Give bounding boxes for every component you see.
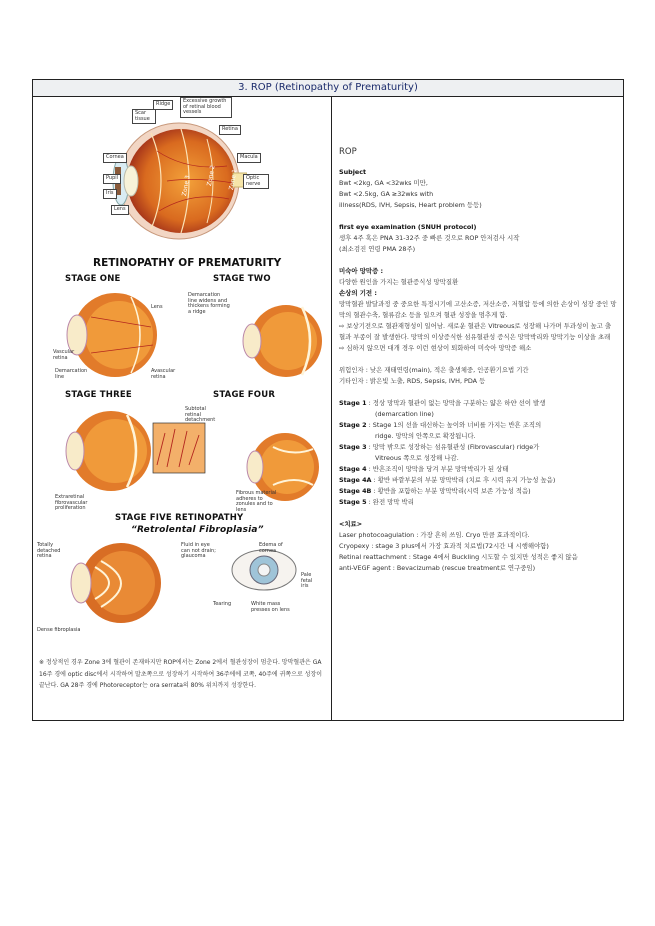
stage1-avascular-label: Avascular retina: [151, 368, 176, 380]
exam-heading: first eye examination (SNUH protocol): [339, 223, 477, 231]
exam-line-1: 생후 4주 혹은 PNA 31-32주 중 빠른 것으로 ROP 안저검사 시작: [339, 234, 520, 242]
stage5-dense-label: Dense fibroplasia: [37, 627, 81, 633]
stage4-fibrous-label: Fibrous material adheres to zonules and to lens: [236, 490, 277, 513]
stage4a-text: : 황반 바깥부분의 부분 망막박리 (치료 후 시력 유지 가능성 높음): [373, 476, 556, 484]
stage5-label: Stage 5: [339, 498, 367, 506]
subject-line-2: Bwt <2.5kg, GA ≥32wks with: [339, 190, 434, 198]
eye-label-cornea: Cornea: [103, 153, 127, 163]
stage2-text: : Stage 1의 선을 대신하는 높이와 너비를 가지는 반흔 조직의: [368, 421, 542, 429]
stage5-fluid-label: Fluid in eye can not drain; glaucoma: [181, 542, 216, 559]
stage5-pale-iris-label: Pale fetal iris: [301, 572, 313, 589]
stage-two-heading: STAGE TWO: [213, 274, 271, 284]
stage-two-eye: [238, 299, 323, 384]
growth-note: ※ 정상적인 경우 Zone 3에 혈관이 존재하지만 ROP에서는 Zone 2에서 혈관성장이 멈춘다. 망막혈관은 GA 16주 경에 optic disc에서 시작하여 말초쪽으로 성장하기 시작하여 36주에에 코쪽, 40주에 귀쪽으로 성장이 끝난다. GA 28주 경에 Photoreceptor는 ora serrata의 80% 위치까지 성장한다.: [39, 659, 323, 689]
immature-line: 다양한 원인을 가지는 혈관증식성 망막질환: [339, 278, 459, 286]
stage2-row: [339, 420, 617, 431]
stage4b-row: [339, 486, 617, 497]
stage-three-heading: STAGE THREE: [65, 390, 132, 400]
stage1-text: : 정상 망막과 혈관이 없는 망막을 구분하는 얇은 하얀 선이 발생: [368, 399, 546, 407]
left-column: [33, 97, 331, 720]
stage5-row: [339, 497, 617, 508]
treatment-heading: <치료>: [339, 520, 363, 528]
subject-line-1: Bwt <2kg, GA <32wks 미만,: [339, 179, 428, 187]
stage5-tearing-label: Tearing: [213, 601, 232, 607]
stage2-ridge-label: Demarcation line widens and thickens forming a ridge: [188, 292, 230, 315]
eye-label-ridge: Ridge: [153, 100, 173, 110]
immature-heading: 미숙아 망막증 :: [339, 267, 384, 275]
stage5-edema-label: Edema of cornea: [259, 542, 283, 554]
subject-line-3: illness(RDS, IVH, Sepsis, Heart problem 등등): [339, 201, 482, 209]
stage-one-heading: STAGE ONE: [65, 274, 121, 284]
eye-label-zone2: Zone 2: [205, 164, 217, 187]
stage3-label: Stage 3: [339, 443, 367, 451]
eye-label-iris: Iris: [103, 189, 117, 199]
stage4-row: [339, 464, 617, 475]
right-column: [333, 97, 623, 720]
subject-heading: Subject: [339, 168, 367, 176]
stage4b-label: Stage 4B: [339, 487, 372, 495]
stage3-text: : 망막 밖으로 성장하는 섬유혈관성 (Fibrovascular) ridge가: [368, 443, 540, 451]
stage1-vascular-label: Vascular retina: [53, 349, 75, 361]
stage2-label: Stage 2: [339, 421, 367, 429]
stage4-subtotal-label: Subtotal retinal detachment: [185, 406, 216, 423]
eye-label-zone1: Zone 1: [227, 168, 239, 191]
stage3-row: [339, 442, 617, 453]
stage5-white-mass-label: White mass presses on lens: [251, 601, 290, 613]
column-divider: [331, 96, 332, 720]
stage3-fibrovascular-label: Extraretinal fibrovascular proliferation: [55, 494, 88, 511]
content-table: [32, 79, 624, 721]
eye-label-zone3: Zone 3: [180, 174, 192, 197]
stage4b-text: : 황반을 포함하는 부분 망막박리(시력 보존 가능성 적음): [373, 487, 531, 495]
stage5-totally-label: Totally detached retina: [37, 542, 61, 559]
treatment-anti-vegf: anti-VEGF agent : Bevacizumab (rescue treatment로 연구중임): [339, 564, 536, 572]
treatment-cryopexy: Cryopexy : stage 3 plus에서 가장 효과적 치료법(72시간 내 시행해야함): [339, 542, 549, 550]
damage-paragraph-1: 망막혈관 발달과정 중 중요한 특정시기에 고산소증, 저산소증, 저혈압 등에 의한 손상이 성장 중인 망막의 혈관수축, 혈류감소 등을 일으켜 혈관 성장을 멈추게 함.: [339, 300, 617, 319]
damage-paragraph-2: ⇨ 보상기전으로 혈관재형성이 일어남. 새로운 혈관은 Vitreous로 성장해 나가며 투과성이 높고 출혈과 부종이 잘 발생한다. 망막의 이상증식한 섬유혈관성 증식은 망막박리와 망막기능 이상을 초래 ⇨ 심하지 않으면 대개 경우 이런 현상이 퇴화하여 미숙아 망막증 해소: [339, 322, 612, 352]
stage1-cont: (demarcation line): [375, 410, 434, 418]
stage1-row: [339, 398, 617, 409]
table-title: 3. ROP (Retinopathy of Prematurity): [33, 80, 623, 97]
stage-four-heading: STAGE FOUR: [213, 390, 276, 400]
stage1-demarcation-label: Demarcation line: [55, 368, 88, 380]
damage-heading: 손상의 기전 :: [339, 289, 377, 297]
eye-label-excessive: Excessive growth of retinal blood vessels: [180, 97, 232, 118]
stage4-label: Stage 4: [339, 465, 367, 473]
stage3-cont: Vitreous 쪽으로 성장해 나감.: [375, 454, 459, 462]
stage4a-label: Stage 4A: [339, 476, 372, 484]
eye-label-pupil: Pupil: [103, 174, 121, 184]
stage4-text: : 반흔조직이 망막을 당겨 부분 망막박리가 된 상태: [368, 465, 509, 473]
figure-heading: RETINOPATHY OF PREMATURITY: [93, 257, 282, 269]
risk-factor-main: 위험인자 : 낮은 재태연령(main), 적은 출생체중, 인공환기요법 기간: [339, 366, 529, 374]
stage1-label: Stage 1: [339, 399, 367, 407]
eye-label-optic: Optic nerve: [243, 174, 269, 189]
stage-five-subheading: “Retrolental Fibroplasia”: [131, 525, 264, 535]
eye-label-retina: Retina: [219, 125, 241, 135]
eye-label-macula: Macula: [237, 153, 261, 163]
stage-five-heading: STAGE FIVE RETINOPATHY: [115, 513, 244, 523]
stage1-lens-label: Lens: [151, 304, 163, 310]
stage5-text: : 완전 망막 박리: [368, 498, 414, 506]
treatment-laser: Laser photocoagulation : 가장 흔히 쓰임. Cryo 만큼 효과적이다.: [339, 531, 530, 539]
stage2-cont: ridge. 망막의 안쪽으로 확장됩니다.: [375, 432, 476, 440]
risk-factor-other: 기타인자 : 밝은빛 노출, RDS, Sepsis, IVH, PDA 등: [339, 377, 486, 385]
stage-five-eye: [61, 537, 171, 627]
eye-label-lens: Lens: [111, 205, 129, 215]
eye-label-scar: Scar tissue: [132, 109, 156, 124]
treatment-reattachment: Retinal reattachment : Stage 4에서 Buckling 시도할 수 있지만 성적은 좋지 않음: [339, 553, 578, 561]
exam-line-2: (최소검진 연령 PMA 28주): [339, 245, 416, 253]
stage4a-row: [339, 475, 617, 486]
rop-heading: ROP: [339, 147, 357, 157]
